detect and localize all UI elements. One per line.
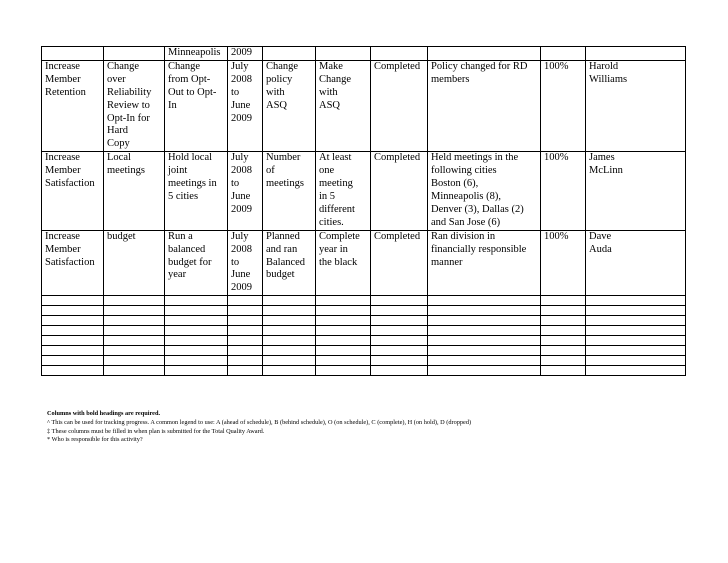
empty-cell-percent-complete xyxy=(541,306,586,316)
cell-goal: Increase Member Satisfaction xyxy=(42,152,104,230)
award-columns-note: ‡ These columns must be filled in when plan is submitted for the Total Quality Award. xyxy=(47,427,265,435)
empty-cell-timeframe xyxy=(228,316,263,326)
empty-cell-responsible xyxy=(586,296,686,306)
cell-status xyxy=(371,47,428,61)
empty-cell-results xyxy=(428,326,541,336)
empty-cell-action xyxy=(165,356,228,366)
empty-cell-goal xyxy=(42,356,104,366)
empty-cell-goal xyxy=(42,336,104,346)
empty-cell-measure xyxy=(263,316,316,326)
empty-cell-measure xyxy=(263,336,316,346)
empty-cell-measure xyxy=(263,366,316,376)
empty-cell-target xyxy=(316,296,371,306)
empty-cell-strategy xyxy=(104,346,165,356)
empty-cell-responsible xyxy=(586,326,686,336)
cell-percent-complete: 100% xyxy=(541,152,586,230)
empty-table-row xyxy=(42,306,686,316)
cell-strategy: Change over Reliability Review to Opt-In for Hard Copy xyxy=(104,60,165,151)
cell-timeframe: July 2008 to June 2009 xyxy=(228,152,263,230)
responsible-note: * Who is responsible for this activity? xyxy=(47,436,143,444)
cell-goal xyxy=(42,47,104,61)
empty-cell-status xyxy=(371,346,428,356)
cell-responsible xyxy=(586,47,686,61)
empty-table-row xyxy=(42,336,686,346)
empty-cell-goal xyxy=(42,346,104,356)
cell-action: Change from Opt- Out to Opt- In xyxy=(165,60,228,151)
empty-cell-status xyxy=(371,326,428,336)
empty-cell-responsible xyxy=(586,366,686,376)
empty-cell-strategy xyxy=(104,336,165,346)
cell-target: At least one meeting in 5 different cities. xyxy=(316,152,371,230)
empty-cell-percent-complete xyxy=(541,366,586,376)
empty-cell-goal xyxy=(42,316,104,326)
cell-action: Run a balanced budget for year xyxy=(165,230,228,296)
empty-table-row xyxy=(42,346,686,356)
cell-measure: Change policy with ASQ xyxy=(263,60,316,151)
empty-cell-timeframe xyxy=(228,336,263,346)
empty-cell-target xyxy=(316,346,371,356)
cell-percent-complete: 100% xyxy=(541,230,586,296)
cell-results: Held meetings in the following cities Boston (6), Minneapolis (8), Denver (3), Dallas (2) and San Jose (6) xyxy=(428,152,541,230)
cell-percent-complete xyxy=(541,47,586,61)
empty-table-row xyxy=(42,296,686,306)
empty-table-row xyxy=(42,366,686,376)
empty-cell-percent-complete xyxy=(541,346,586,356)
empty-cell-status xyxy=(371,366,428,376)
empty-cell-percent-complete xyxy=(541,316,586,326)
empty-cell-target xyxy=(316,366,371,376)
empty-cell-measure xyxy=(263,296,316,306)
empty-cell-target xyxy=(316,306,371,316)
cell-results xyxy=(428,47,541,61)
empty-cell-target xyxy=(316,326,371,336)
empty-cell-results xyxy=(428,336,541,346)
cell-responsible: James McLinn xyxy=(586,152,686,230)
empty-cell-action xyxy=(165,316,228,326)
cell-goal: Increase Member Satisfaction xyxy=(42,230,104,296)
cell-target: Make Change with ASQ xyxy=(316,60,371,151)
empty-table-row xyxy=(42,356,686,366)
empty-cell-action xyxy=(165,306,228,316)
empty-cell-action xyxy=(165,346,228,356)
empty-cell-timeframe xyxy=(228,326,263,336)
empty-cell-goal xyxy=(42,366,104,376)
empty-cell-strategy xyxy=(104,316,165,326)
cell-action: Hold local joint meetings in 5 cities xyxy=(165,152,228,230)
empty-cell-percent-complete xyxy=(541,296,586,306)
empty-cell-status xyxy=(371,336,428,346)
empty-cell-status xyxy=(371,356,428,366)
cell-measure: Planned and ran Balanced budget xyxy=(263,230,316,296)
table-footnotes xyxy=(47,410,687,445)
cell-strategy: Local meetings xyxy=(104,152,165,230)
cell-strategy: budget xyxy=(104,230,165,296)
empty-cell-status xyxy=(371,316,428,326)
empty-cell-measure xyxy=(263,326,316,336)
empty-cell-timeframe xyxy=(228,296,263,306)
empty-cell-timeframe xyxy=(228,366,263,376)
empty-cell-target xyxy=(316,316,371,326)
empty-cell-action xyxy=(165,336,228,346)
cell-measure xyxy=(263,47,316,61)
empty-cell-timeframe xyxy=(228,346,263,356)
empty-cell-timeframe xyxy=(228,356,263,366)
empty-cell-percent-complete xyxy=(541,356,586,366)
empty-cell-strategy xyxy=(104,366,165,376)
empty-cell-results xyxy=(428,306,541,316)
cell-goal: Increase Member Retention xyxy=(42,60,104,151)
cell-timeframe: 2009 xyxy=(228,47,263,61)
cell-status: Completed xyxy=(371,230,428,296)
cell-target xyxy=(316,47,371,61)
cell-strategy xyxy=(104,47,165,61)
empty-cell-strategy xyxy=(104,326,165,336)
empty-cell-results xyxy=(428,356,541,366)
empty-cell-strategy xyxy=(104,296,165,306)
empty-cell-results xyxy=(428,346,541,356)
cell-results: Ran division in financially responsible manner xyxy=(428,230,541,296)
cell-percent-complete: 100% xyxy=(541,60,586,151)
empty-cell-strategy xyxy=(104,306,165,316)
empty-cell-results xyxy=(428,296,541,306)
empty-cell-status xyxy=(371,296,428,306)
cell-action: Minneapolis xyxy=(165,47,228,61)
empty-cell-measure xyxy=(263,346,316,356)
empty-cell-action xyxy=(165,326,228,336)
table-row xyxy=(42,152,686,230)
cell-target: Complete year in the black xyxy=(316,230,371,296)
empty-cell-action xyxy=(165,296,228,306)
required-columns-note: Columns with bold headings are required. xyxy=(47,410,161,417)
empty-cell-responsible xyxy=(586,346,686,356)
empty-cell-percent-complete xyxy=(541,326,586,336)
empty-cell-status xyxy=(371,306,428,316)
cell-status: Completed xyxy=(371,152,428,230)
cell-responsible: Dave Auda xyxy=(586,230,686,296)
table-row xyxy=(42,60,686,151)
empty-cell-measure xyxy=(263,356,316,366)
empty-cell-action xyxy=(165,366,228,376)
empty-cell-strategy xyxy=(104,356,165,366)
empty-cell-target xyxy=(316,356,371,366)
empty-cell-goal xyxy=(42,296,104,306)
table-row xyxy=(42,47,686,61)
cell-measure: Number of meetings xyxy=(263,152,316,230)
cell-responsible: Harold Williams xyxy=(586,60,686,151)
quality-plan-table xyxy=(41,46,686,376)
empty-cell-goal xyxy=(42,326,104,336)
empty-cell-responsible xyxy=(586,306,686,316)
empty-cell-results xyxy=(428,366,541,376)
cell-status: Completed xyxy=(371,60,428,151)
empty-cell-measure xyxy=(263,306,316,316)
empty-cell-responsible xyxy=(586,336,686,346)
empty-cell-percent-complete xyxy=(541,336,586,346)
empty-cell-results xyxy=(428,316,541,326)
empty-cell-goal xyxy=(42,306,104,316)
cell-results: Policy changed for RD members xyxy=(428,60,541,151)
empty-cell-timeframe xyxy=(228,306,263,316)
empty-table-row xyxy=(42,326,686,336)
cell-timeframe: July 2008 to June 2009 xyxy=(228,230,263,296)
empty-table-row xyxy=(42,316,686,326)
empty-cell-target xyxy=(316,336,371,346)
empty-cell-responsible xyxy=(586,356,686,366)
cell-timeframe: July 2008 to June 2009 xyxy=(228,60,263,151)
empty-cell-responsible xyxy=(586,316,686,326)
tracking-legend-note: ^ This can be used for tracking progress. A common legend to use: A (ahead of schedule), B (behind schedule), O (on schedule), C (complete), H (on hold), D (dropped) xyxy=(47,418,472,426)
table-row xyxy=(42,230,686,296)
